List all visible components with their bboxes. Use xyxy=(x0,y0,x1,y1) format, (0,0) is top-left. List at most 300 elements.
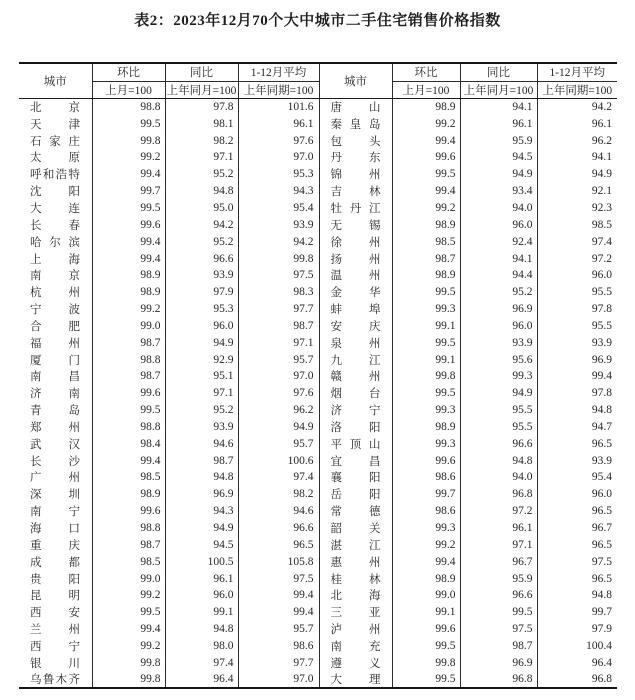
header-yoy-right: 同比 xyxy=(460,63,537,81)
value-cell: 97.9 xyxy=(165,284,238,301)
value-cell: 97.1 xyxy=(238,334,319,351)
value-cell: 95.4 xyxy=(591,471,612,484)
value-cell: 99.3 xyxy=(392,301,460,318)
value-cell: 99.8 xyxy=(92,132,165,149)
value-cell: 99.6 xyxy=(92,216,165,233)
table-row xyxy=(19,183,617,200)
value-cell: 99.4 xyxy=(92,250,165,267)
value-cell: 99.6 xyxy=(392,149,460,166)
value-cell: 99.1 xyxy=(392,604,460,621)
price-index-table xyxy=(19,62,617,689)
value-cell: 99.8 xyxy=(92,671,165,688)
value-cell: 97.5 xyxy=(591,555,612,568)
value-cell: 99.8 xyxy=(238,250,319,267)
header-city-right: 城市 xyxy=(319,63,392,99)
city-cell: 天 津 xyxy=(19,115,92,132)
value-cell: 99.5 xyxy=(392,638,460,655)
city-cell: 哈 尔 滨 xyxy=(19,233,92,250)
value-cell: 99.5 xyxy=(392,385,460,402)
value-cell: 97.0 xyxy=(238,671,319,688)
city-cell: 重 庆 xyxy=(19,536,92,553)
city-cell: 成 都 xyxy=(19,553,92,570)
value-cell: 97.0 xyxy=(238,368,319,385)
header-avg-left: 1-12月平均 xyxy=(238,63,319,81)
city-cell: 唐 山 xyxy=(319,99,392,116)
value-cell: 99.2 xyxy=(92,638,165,655)
header-avg-base-left: 上年同期=100 xyxy=(238,81,319,99)
value-cell: 99.0 xyxy=(92,317,165,334)
city-cell: 襄 阳 xyxy=(319,469,392,486)
value-cell: 94.1 xyxy=(460,250,537,267)
value-cell: 95.5 xyxy=(460,419,537,436)
value-cell: 98.0 xyxy=(165,638,238,655)
value-cell: 96.0 xyxy=(591,269,612,282)
value-cell: 94.9 xyxy=(591,168,612,181)
value-cell: 98.7 xyxy=(460,638,537,655)
value-cell: 95.5 xyxy=(460,402,537,419)
city-cell: 九 江 xyxy=(319,351,392,368)
value-cell: 95.2 xyxy=(165,166,238,183)
city-cell: 安 庆 xyxy=(319,317,392,334)
value-cell: 92.3 xyxy=(591,201,612,214)
city-cell: 秦 皇 岛 xyxy=(319,115,392,132)
value-cell: 99.7 xyxy=(392,486,460,503)
table-body xyxy=(19,99,617,689)
value-cell: 96.4 xyxy=(591,656,612,669)
value-cell: 98.7 xyxy=(92,334,165,351)
table-row xyxy=(19,166,617,183)
value-cell: 99.1 xyxy=(165,604,238,621)
city-cell: 扬 州 xyxy=(319,250,392,267)
table-row xyxy=(19,250,617,267)
table-row xyxy=(19,452,617,469)
value-cell: 94.1 xyxy=(591,151,612,164)
value-cell: 97.2 xyxy=(460,503,537,520)
value-cell: 93.9 xyxy=(165,267,238,284)
value-cell: 97.4 xyxy=(591,235,612,248)
value-cell: 99.3 xyxy=(392,520,460,537)
value-cell: 96.8 xyxy=(460,486,537,503)
value-cell: 99.5 xyxy=(92,200,165,217)
value-cell: 99.4 xyxy=(591,370,612,383)
city-cell: 三 亚 xyxy=(319,604,392,621)
value-cell: 96.1 xyxy=(460,520,537,537)
value-cell: 97.5 xyxy=(238,570,319,587)
table-row xyxy=(19,115,617,132)
value-cell: 95.2 xyxy=(165,402,238,419)
value-cell: 94.8 xyxy=(591,404,612,417)
table-row xyxy=(19,671,617,688)
city-cell: 惠 州 xyxy=(319,553,392,570)
city-cell: 合 肥 xyxy=(19,317,92,334)
value-cell: 105.8 xyxy=(238,553,319,570)
value-cell: 95.7 xyxy=(238,621,319,638)
value-cell: 97.1 xyxy=(165,385,238,402)
city-cell: 上 海 xyxy=(19,250,92,267)
header-mom-left: 环比 xyxy=(92,63,165,81)
value-cell: 99.4 xyxy=(392,132,460,149)
value-cell: 92.4 xyxy=(460,233,537,250)
table-row xyxy=(19,486,617,503)
value-cell: 98.5 xyxy=(92,553,165,570)
value-cell: 94.9 xyxy=(460,166,537,183)
value-cell: 94.8 xyxy=(591,589,612,602)
table-row xyxy=(19,317,617,334)
value-cell: 94.5 xyxy=(460,149,537,166)
value-cell: 99.5 xyxy=(92,402,165,419)
table-row xyxy=(19,216,617,233)
city-cell: 武 汉 xyxy=(19,435,92,452)
value-cell: 99.0 xyxy=(92,570,165,587)
value-cell: 99.3 xyxy=(392,402,460,419)
value-cell: 97.0 xyxy=(238,149,319,166)
value-cell: 99.4 xyxy=(92,166,165,183)
table-row xyxy=(19,149,617,166)
header-yoy-base-left: 上年同月=100 xyxy=(165,81,238,99)
value-cell: 99.5 xyxy=(460,604,537,621)
value-cell: 95.5 xyxy=(591,319,612,332)
value-cell: 99.4 xyxy=(392,553,460,570)
header-avg-base-right: 上年同期=100 xyxy=(537,81,617,99)
value-cell: 99.4 xyxy=(392,183,460,200)
value-cell: 94.8 xyxy=(460,452,537,469)
table-row xyxy=(19,402,617,419)
value-cell: 99.5 xyxy=(392,671,460,688)
city-cell: 岳 阳 xyxy=(319,486,392,503)
table-row xyxy=(19,99,617,116)
value-cell: 96.9 xyxy=(591,353,612,366)
value-cell: 98.7 xyxy=(392,250,460,267)
value-cell: 96.5 xyxy=(591,505,612,518)
value-cell: 97.9 xyxy=(591,623,612,636)
city-cell: 牡 丹 江 xyxy=(319,200,392,217)
table-row xyxy=(19,621,617,638)
city-cell: 呼 和 浩 特 xyxy=(19,166,92,183)
table-row xyxy=(19,334,617,351)
value-cell: 94.8 xyxy=(165,469,238,486)
value-cell: 98.2 xyxy=(165,132,238,149)
value-cell: 98.9 xyxy=(392,419,460,436)
value-cell: 96.8 xyxy=(591,673,612,686)
value-cell: 96.6 xyxy=(238,520,319,537)
value-cell: 99.8 xyxy=(92,654,165,671)
table-row xyxy=(19,301,617,318)
value-cell: 99.6 xyxy=(92,385,165,402)
value-cell: 98.9 xyxy=(92,486,165,503)
city-cell: 西 宁 xyxy=(19,638,92,655)
value-cell: 97.8 xyxy=(591,303,612,316)
value-cell: 96.2 xyxy=(238,402,319,419)
city-cell: 福 州 xyxy=(19,334,92,351)
value-cell: 96.4 xyxy=(165,671,238,688)
value-cell: 96.5 xyxy=(591,538,612,551)
value-cell: 98.1 xyxy=(165,115,238,132)
city-cell: 无 锡 xyxy=(319,216,392,233)
table-row xyxy=(19,385,617,402)
city-cell: 锦 州 xyxy=(319,166,392,183)
value-cell: 97.6 xyxy=(238,132,319,149)
value-cell: 99.4 xyxy=(92,233,165,250)
value-cell: 98.9 xyxy=(392,570,460,587)
value-cell: 94.9 xyxy=(238,419,319,436)
table-row xyxy=(19,503,617,520)
table-row xyxy=(19,267,617,284)
city-cell: 大 理 xyxy=(319,671,392,688)
value-cell: 98.4 xyxy=(92,435,165,452)
city-cell: 包 头 xyxy=(319,132,392,149)
value-cell: 94.8 xyxy=(165,621,238,638)
value-cell: 96.7 xyxy=(460,553,537,570)
value-cell: 97.2 xyxy=(591,252,612,265)
city-cell: 兰 州 xyxy=(19,621,92,638)
table-row xyxy=(19,233,617,250)
value-cell: 94.0 xyxy=(460,200,537,217)
value-cell: 98.9 xyxy=(392,216,460,233)
city-cell: 丹 东 xyxy=(319,149,392,166)
value-cell: 97.7 xyxy=(238,654,319,671)
value-cell: 99.2 xyxy=(392,536,460,553)
table-row xyxy=(19,469,617,486)
value-cell: 98.6 xyxy=(392,469,460,486)
value-cell: 100.5 xyxy=(165,553,238,570)
value-cell: 99.1 xyxy=(392,351,460,368)
value-cell: 98.7 xyxy=(165,452,238,469)
value-cell: 96.0 xyxy=(460,317,537,334)
value-cell: 99.0 xyxy=(392,587,460,604)
city-cell: 济 南 xyxy=(19,385,92,402)
table-row xyxy=(19,587,617,604)
city-cell: 南 宁 xyxy=(19,503,92,520)
value-cell: 99.2 xyxy=(92,301,165,318)
value-cell: 95.2 xyxy=(165,233,238,250)
value-cell: 96.9 xyxy=(165,486,238,503)
value-cell: 96.6 xyxy=(460,435,537,452)
table-row xyxy=(19,604,617,621)
value-cell: 93.9 xyxy=(165,419,238,436)
value-cell: 95.7 xyxy=(238,351,319,368)
value-cell: 101.6 xyxy=(238,99,319,116)
value-cell: 94.5 xyxy=(165,536,238,553)
city-cell: 宁 波 xyxy=(19,301,92,318)
city-cell: 温 州 xyxy=(319,267,392,284)
value-cell: 96.2 xyxy=(591,134,612,147)
value-cell: 98.9 xyxy=(392,267,460,284)
value-cell: 93.4 xyxy=(460,183,537,200)
table-row xyxy=(19,200,617,217)
table-row xyxy=(19,520,617,537)
value-cell: 98.9 xyxy=(392,99,460,116)
value-cell: 94.3 xyxy=(238,183,319,200)
value-cell: 97.1 xyxy=(460,536,537,553)
value-cell: 98.2 xyxy=(238,486,319,503)
city-cell: 海 口 xyxy=(19,520,92,537)
value-cell: 94.9 xyxy=(165,334,238,351)
value-cell: 93.9 xyxy=(591,454,612,467)
table-row xyxy=(19,435,617,452)
value-cell: 99.5 xyxy=(92,115,165,132)
page-title: 表2：2023年12月70个大中城市二手住宅销售价格指数 xyxy=(134,13,501,29)
value-cell: 95.7 xyxy=(238,435,319,452)
value-cell: 96.1 xyxy=(238,115,319,132)
city-cell: 贵 阳 xyxy=(19,570,92,587)
value-cell: 95.6 xyxy=(460,351,537,368)
value-cell: 95.1 xyxy=(165,368,238,385)
value-cell: 94.2 xyxy=(238,233,319,250)
city-cell: 平 顶 山 xyxy=(319,435,392,452)
value-cell: 96.0 xyxy=(460,216,537,233)
value-cell: 94.9 xyxy=(165,520,238,537)
value-cell: 99.5 xyxy=(392,166,460,183)
value-cell: 96.5 xyxy=(591,572,612,585)
header-avg-right: 1-12月平均 xyxy=(537,63,617,81)
value-cell: 95.9 xyxy=(460,570,537,587)
value-cell: 100.6 xyxy=(238,452,319,469)
city-cell: 西 安 xyxy=(19,604,92,621)
table-row xyxy=(19,419,617,436)
city-cell: 厦 门 xyxy=(19,351,92,368)
header-mom-right: 环比 xyxy=(392,63,460,81)
value-cell: 94.1 xyxy=(460,99,537,116)
value-cell: 97.8 xyxy=(165,99,238,116)
value-cell: 98.6 xyxy=(238,638,319,655)
value-cell: 97.8 xyxy=(591,387,612,400)
value-cell: 94.8 xyxy=(165,183,238,200)
value-cell: 96.5 xyxy=(238,536,319,553)
city-cell: 金 华 xyxy=(319,284,392,301)
city-cell: 广 州 xyxy=(19,469,92,486)
value-cell: 98.5 xyxy=(92,469,165,486)
value-cell: 94.0 xyxy=(460,469,537,486)
value-cell: 99.4 xyxy=(238,604,319,621)
table-row xyxy=(19,654,617,671)
header-city-left: 城市 xyxy=(19,63,92,99)
value-cell: 96.5 xyxy=(591,437,612,450)
city-cell: 韶 关 xyxy=(319,520,392,537)
value-cell: 98.5 xyxy=(591,218,612,231)
city-cell: 太 原 xyxy=(19,149,92,166)
city-cell: 常 德 xyxy=(319,503,392,520)
value-cell: 97.4 xyxy=(165,654,238,671)
city-cell: 洛 阳 xyxy=(319,419,392,436)
value-cell: 98.8 xyxy=(92,520,165,537)
value-cell: 95.3 xyxy=(238,166,319,183)
value-cell: 99.3 xyxy=(460,368,537,385)
value-cell: 99.8 xyxy=(392,368,460,385)
value-cell: 99.7 xyxy=(591,606,612,619)
value-cell: 95.3 xyxy=(165,301,238,318)
city-cell: 遵 义 xyxy=(319,654,392,671)
value-cell: 94.7 xyxy=(591,420,612,433)
value-cell: 99.1 xyxy=(392,317,460,334)
value-cell: 96.7 xyxy=(591,522,612,535)
city-cell: 北 京 xyxy=(19,99,92,116)
value-cell: 92.1 xyxy=(591,185,612,198)
value-cell: 94.9 xyxy=(460,385,537,402)
city-cell: 宜 昌 xyxy=(319,452,392,469)
value-cell: 94.3 xyxy=(165,503,238,520)
value-cell: 98.5 xyxy=(392,233,460,250)
city-cell: 济 宁 xyxy=(319,402,392,419)
value-cell: 99.3 xyxy=(392,435,460,452)
city-cell: 乌 鲁 木 齐 xyxy=(19,671,92,688)
value-cell: 97.1 xyxy=(165,149,238,166)
value-cell: 97.5 xyxy=(238,267,319,284)
value-cell: 96.1 xyxy=(165,570,238,587)
value-cell: 94.2 xyxy=(165,216,238,233)
city-cell: 长 春 xyxy=(19,216,92,233)
city-cell: 泉 州 xyxy=(319,334,392,351)
value-cell: 98.6 xyxy=(392,503,460,520)
city-cell: 大 连 xyxy=(19,200,92,217)
city-cell: 北 海 xyxy=(319,587,392,604)
city-cell: 南 昌 xyxy=(19,368,92,385)
value-cell: 95.5 xyxy=(591,286,612,299)
value-cell: 98.7 xyxy=(92,536,165,553)
value-cell: 95.0 xyxy=(165,200,238,217)
header-yoy-base-right: 上年同月=100 xyxy=(460,81,537,99)
value-cell: 99.7 xyxy=(92,183,165,200)
city-cell: 烟 台 xyxy=(319,385,392,402)
city-cell: 吉 林 xyxy=(319,183,392,200)
value-cell: 94.4 xyxy=(460,267,537,284)
value-cell: 97.7 xyxy=(238,301,319,318)
city-cell: 桂 林 xyxy=(319,570,392,587)
value-cell: 98.8 xyxy=(92,99,165,116)
city-cell: 南 京 xyxy=(19,267,92,284)
city-cell: 南 充 xyxy=(319,638,392,655)
value-cell: 96.9 xyxy=(460,301,537,318)
value-cell: 93.9 xyxy=(591,336,612,349)
value-cell: 99.6 xyxy=(392,621,460,638)
table-row xyxy=(19,570,617,587)
city-cell: 深 圳 xyxy=(19,486,92,503)
value-cell: 92.9 xyxy=(165,351,238,368)
value-cell: 98.3 xyxy=(238,284,319,301)
table-row xyxy=(19,132,617,149)
table-row xyxy=(19,368,617,385)
city-cell: 郑 州 xyxy=(19,419,92,436)
value-cell: 94.6 xyxy=(238,503,319,520)
value-cell: 96.9 xyxy=(460,654,537,671)
city-cell: 沈 阳 xyxy=(19,183,92,200)
table-row xyxy=(19,351,617,368)
value-cell: 96.6 xyxy=(460,587,537,604)
value-cell: 98.9 xyxy=(92,284,165,301)
city-cell: 青 岛 xyxy=(19,402,92,419)
value-cell: 99.6 xyxy=(392,452,460,469)
value-cell: 99.5 xyxy=(92,604,165,621)
value-cell: 95.4 xyxy=(238,200,319,217)
value-cell: 97.5 xyxy=(460,621,537,638)
value-cell: 99.4 xyxy=(92,452,165,469)
value-cell: 97.6 xyxy=(238,385,319,402)
city-cell: 石 家 庄 xyxy=(19,132,92,149)
city-cell: 湛 江 xyxy=(319,536,392,553)
city-cell: 杭 州 xyxy=(19,284,92,301)
value-cell: 99.8 xyxy=(392,654,460,671)
value-cell: 94.6 xyxy=(165,435,238,452)
value-cell: 95.2 xyxy=(460,284,537,301)
city-cell: 泸 州 xyxy=(319,621,392,638)
value-cell: 98.7 xyxy=(238,317,319,334)
value-cell: 97.4 xyxy=(238,469,319,486)
value-cell: 99.5 xyxy=(392,334,460,351)
value-cell: 99.4 xyxy=(238,587,319,604)
value-cell: 96.1 xyxy=(460,115,537,132)
city-cell: 蚌 埠 xyxy=(319,301,392,318)
value-cell: 96.0 xyxy=(591,488,612,501)
value-cell: 98.8 xyxy=(92,419,165,436)
